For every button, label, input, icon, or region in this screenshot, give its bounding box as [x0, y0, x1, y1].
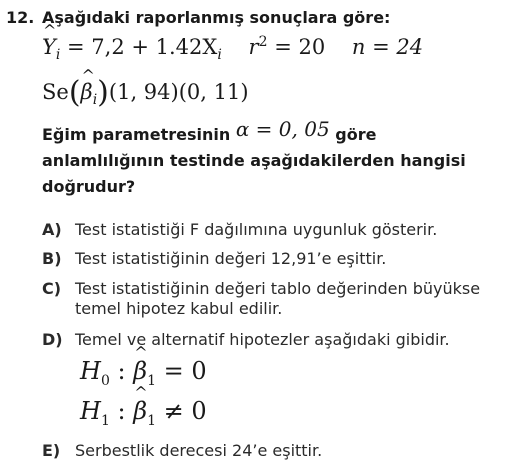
standard-errors: Se(^ $\beta_i)(1$, 94)(0, 11): [42, 72, 249, 108]
r-squared-value: = 20: [267, 35, 326, 59]
option-c[interactable]: [42, 279, 515, 319]
option-d[interactable]: [42, 330, 515, 350]
option-label: B): [42, 249, 62, 268]
alpha-value: α = 0, 05: [235, 117, 330, 141]
sample-size: n = 24: [351, 35, 424, 59]
alternative-hypothesis: $H_1$ : ^ $\beta_1 \ne 0$: [80, 397, 207, 429]
question-heading: Aşağıdaki raporlanmış sonuçlara göre:: [42, 8, 391, 27]
question-number: 12.: [6, 8, 35, 27]
standard-error-values: (1, 94)(0, 11): [108, 80, 249, 104]
regression-equation: ^ $Y_i = 7,2 + 1.42X_i$ $r^2 = 20$ n = 24: [42, 34, 423, 63]
null-hypothesis: $H_0$ : ^ $\beta_1 = 0$: [80, 357, 207, 389]
r-squared-symbol: r: [248, 35, 259, 59]
option-text: Test istatistiği F dağılımına uygunluk gösterir.: [75, 220, 438, 239]
option-label: A): [42, 220, 62, 239]
option-a[interactable]: [42, 220, 515, 240]
option-label: D): [42, 330, 63, 349]
question-text: Eğim parametresinin α = 0, 05 göre anlamlılığının testinde aşağıdakilerden hangisi doğrudur?: [42, 117, 466, 196]
option-text: Test istatistiğinin değeri tablo değerinden büyükse temel hipotez kabul edilir.: [75, 279, 481, 318]
option-e[interactable]: [42, 441, 515, 461]
option-b[interactable]: [42, 249, 515, 269]
option-text: Test istatistiğinin değeri 12,91’e eşittir.: [75, 249, 387, 268]
option-text: Serbestlik derecesi 24’e eşittir.: [75, 441, 323, 460]
equation-rhs: = 7,2 + 1.42X: [60, 35, 218, 59]
option-label: C): [42, 279, 62, 298]
option-text: Temel ve alternatif hipotezler aşağıdaki gibidir.: [75, 330, 450, 349]
option-label: E): [42, 441, 61, 460]
y-hat: ^ Y: [42, 35, 56, 59]
